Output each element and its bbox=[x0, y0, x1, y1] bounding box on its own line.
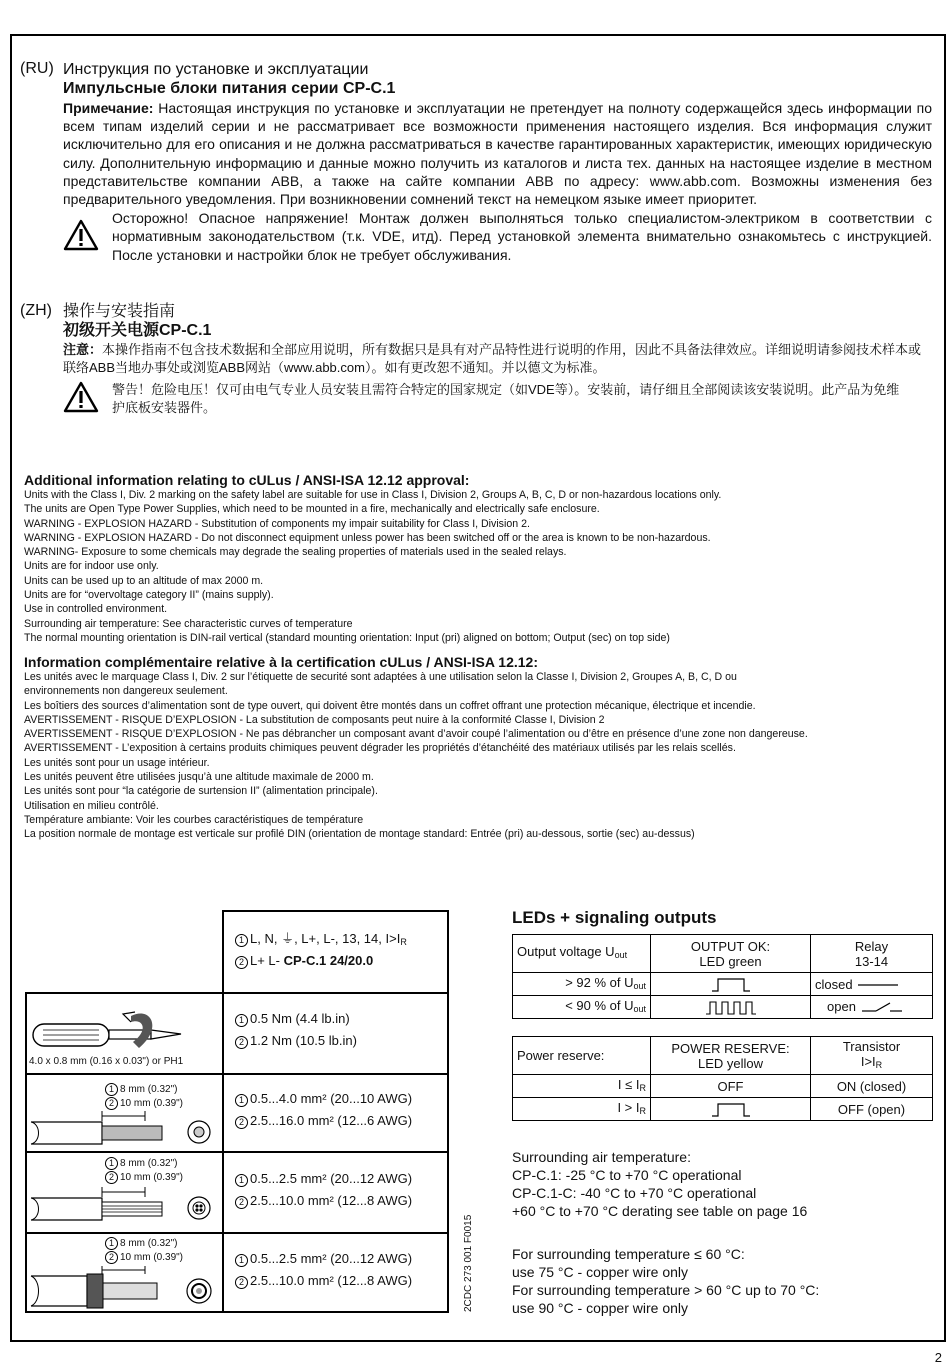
wire-row-1-a: 1 0.5...4.0 mm² (20...10 AWG) bbox=[235, 1088, 412, 1110]
led-t2-r1: $I \le I_R$ bbox=[513, 1075, 651, 1098]
info-en-line: Units are for indoor use only. bbox=[24, 560, 159, 573]
led-t1-c1: Output voltage $U_{out}$ bbox=[513, 935, 651, 973]
temp-line: Surrounding air temperature: bbox=[512, 1149, 691, 1165]
warning-icon bbox=[63, 219, 99, 251]
zh-title: 操作与安装指南 bbox=[63, 303, 176, 320]
wiring-table bbox=[25, 910, 449, 1313]
strip-length-2: 2 10 mm (0.39") bbox=[105, 1170, 183, 1186]
lang-code-zh: (ZH) bbox=[20, 302, 52, 319]
lang-code-ru: (RU) bbox=[20, 60, 54, 77]
page-number: 2 bbox=[934, 1350, 942, 1365]
led-table-reserve bbox=[512, 1036, 933, 1121]
ru-title: Инструкция по установке и эксплуатации bbox=[63, 61, 369, 78]
info-fr-heading: Information complémentaire relative à la certification cULus / ANSI-ISA 12.12: bbox=[24, 654, 539, 670]
wire-row-3-b: 2 2.5...10.0 mm² (12...8 AWG) bbox=[235, 1270, 412, 1292]
temp-line: CP-C.1-C: -40 °C to +70 °C operational bbox=[512, 1185, 757, 1201]
info-fr-line: Les unités sont pour “la catégorie de surtension II” (alimentation principale). bbox=[24, 785, 378, 798]
wiring-header-2: 2 L+ L- CP-C.1 24/20.0 bbox=[235, 950, 373, 972]
led-t1-c3: Relay 13-14 bbox=[811, 935, 933, 973]
info-en-line: WARNING - EXPLOSION HAZARD - Do not disconnect equipment unless power has been switched off or the area is known to be non-hazardous. bbox=[24, 531, 711, 544]
led-t1-r1-state: closed bbox=[811, 973, 933, 996]
strip-length-1: 1 8 mm (0.32") bbox=[105, 1236, 177, 1252]
led-t1-r2-signal bbox=[651, 996, 811, 1019]
wire-temp-line: use 90 °C - copper wire only bbox=[512, 1300, 689, 1316]
zh-note bbox=[63, 341, 922, 377]
info-en-line: Surrounding air temperature: See characteristic curves of temperature bbox=[24, 617, 353, 630]
zh-note-text: 本操作指南不包含技术数据和全部应用说明，所有数据只是具有对产品特性进行说明的作用，因此不具备法律效应。详细说明请参阅技术样本或联络ABB当地办事处或浏览ABB网站（www.abb.com）。如有更改恕不通知。并以德文为标准。 bbox=[63, 342, 922, 375]
led-t2-r2: $I > I_R$ bbox=[513, 1098, 651, 1121]
zh-note-label: 注意： bbox=[63, 342, 103, 357]
led-t2-c1: Power reserve: bbox=[513, 1037, 651, 1075]
led-t2-r1-led: OFF bbox=[651, 1075, 811, 1098]
temp-line: +60 °C to +70 °C derating see table on page 16 bbox=[512, 1203, 808, 1219]
info-en-line: Units are for “overvoltage category II” (mains supply). bbox=[24, 589, 274, 602]
info-en bbox=[24, 472, 939, 645]
ru-note-label: Примечание: bbox=[63, 100, 154, 116]
zh-subtitle: 初级开关电源CP-C.1 bbox=[63, 322, 212, 339]
ferrule-icon bbox=[27, 1266, 221, 1310]
info-fr-line: Les unités peuvent être utilisées jusqu’à une altitude maximale de 2000 m. bbox=[24, 771, 374, 784]
wire-temp-line: use 75 °C - copper wire only bbox=[512, 1264, 689, 1280]
led-t1-c2: OUTPUT OK: LED green bbox=[651, 935, 811, 973]
temperature-info bbox=[512, 1148, 807, 1220]
led-t2-r2-state: OFF (open) bbox=[811, 1098, 933, 1121]
led-blink-signal-icon bbox=[705, 1001, 757, 1015]
wire-icon bbox=[27, 1186, 221, 1226]
led-t1-r1: > 92 % of $U_{out}$ bbox=[513, 973, 651, 996]
doc-code: 2CDC 273 001 F0015 bbox=[463, 1214, 474, 1312]
strip-length-2: 2 10 mm (0.39") bbox=[105, 1096, 183, 1112]
info-en-line: WARNING - EXPLOSION HAZARD - Substitution of components my impair suitability for Class I, Division 2. bbox=[24, 517, 530, 530]
wire-icon bbox=[27, 1110, 221, 1150]
screwdriver-icon bbox=[31, 1008, 201, 1056]
closed-contact-icon bbox=[856, 980, 900, 990]
led-t1-r1-signal bbox=[651, 973, 811, 996]
info-fr bbox=[24, 654, 939, 842]
temp-line: CP-C.1: -25 °C to +70 °C operational bbox=[512, 1167, 742, 1183]
info-fr-line: AVERTISSEMENT - L’exposition à certains produits chimiques peuvent dégrader les propriétés d’étanchéité des matériaux utilisés par les relais scellés. bbox=[24, 742, 736, 755]
info-en-heading: Additional information relating to cULus / ANSI-ISA 12.12 approval: bbox=[24, 472, 470, 488]
info-en-line: The normal mounting orientation is DIN-rail vertical (standard mounting orientation: Input (pri) aligned on bottom; Output (sec) on top side) bbox=[24, 631, 670, 644]
info-fr-line: AVERTISSEMENT - RISQUE D’EXPLOSION - La substitution de composants peut nuire à la conformité Classe I, Division 2 bbox=[24, 713, 605, 726]
info-en-line: Units can be used up to an altitude of max 2000 m. bbox=[24, 574, 264, 587]
wire-row-2-a: 1 0.5...2.5 mm² (20...12 AWG) bbox=[235, 1168, 412, 1190]
info-fr-line: Température ambiante: Voir les courbes caractéristiques de température bbox=[24, 813, 364, 826]
led-t2-c3: Transistor $I>I_R$ bbox=[811, 1037, 933, 1075]
led-table-output bbox=[512, 934, 933, 1019]
ru-warning bbox=[63, 209, 932, 264]
wire-row-1-b: 2 2.5...16.0 mm² (12...6 AWG) bbox=[235, 1110, 412, 1132]
info-fr-line: environnements non dangereux seulement. bbox=[24, 685, 228, 698]
wire-row-3-a: 1 0.5...2.5 mm² (20...12 AWG) bbox=[235, 1248, 412, 1270]
info-en-line: WARNING- Exposure to some chemicals may degrade the sealing properties of materials used in the sealed relays. bbox=[24, 546, 567, 559]
info-fr-line: Utilisation en milieu contrôlé. bbox=[24, 799, 159, 812]
zh-warning-text: 警告！危险电压！仅可由电气专业人员安装且需符合特定的国家规定（如VDE等）。安装前，请仔细且全部阅读该安装说明。此产品为免维护底板安装器件。 bbox=[112, 382, 900, 415]
strip-length-2: 2 10 mm (0.39") bbox=[105, 1250, 183, 1266]
ru-subtitle: Импульсные блоки питания серии CP-C.1 bbox=[63, 80, 396, 97]
led-t1-r2-state: open bbox=[811, 996, 933, 1019]
ru-section bbox=[20, 60, 932, 264]
zh-section bbox=[20, 302, 932, 417]
wire-temperature-info bbox=[512, 1245, 819, 1317]
screwdriver-label: 4.0 x 0.8 mm (0.16 x 0.03") or PH1 bbox=[29, 1056, 184, 1067]
open-contact-icon bbox=[860, 1001, 904, 1015]
info-fr-line: AVERTISSEMENT - RISQUE D’EXPLOSION - Ne pas débrancher un composant avant d’avoir coupé l’alimentation ou d’être en présence d’une zone non dangereuse. bbox=[24, 728, 808, 741]
info-en-line: The units are Open Type Power Supplies, which need to be mounted in a fire, mechanically and electrically safe enclosure. bbox=[24, 503, 600, 516]
wire-row-2-b: 2 2.5...10.0 mm² (12...8 AWG) bbox=[235, 1190, 412, 1212]
strip-length-1: 1 8 mm (0.32") bbox=[105, 1082, 177, 1098]
warning-icon bbox=[63, 381, 99, 413]
info-fr-line: Les boîtiers des sources d’alimentation sont de type ouvert, qui doivent être montés dans un coffret offrant une protection mécanique, électrique et incendie. bbox=[24, 699, 756, 712]
led-on-signal-icon bbox=[711, 1103, 751, 1117]
ru-note bbox=[63, 99, 932, 208]
led-t2-r2-signal bbox=[651, 1098, 811, 1121]
strip-length-1: 1 8 mm (0.32") bbox=[105, 1156, 177, 1172]
ru-note-text: Настоящая инструкция по установке и эксплуатации не претендует на полноту содержащейся здесь информации по всем типам изделий серии и не рассматривает все возможности применения настоящего изделия. Вся информация служит исключительно для его описания и не должна рассматриваться в качестве гарантированных характеристик, имеющих юридическую силу. Дополнительную информацию и данные можно получить из каталогов и листа тех. данных на настоящее изделие в местном представительстве компании ABB, а также на сайте компании ABB по адресу: www.abb.com. Возможны изменения без предварительного уведомления. При возникновении сомнений текст на немецком языке имеет приоритет. bbox=[63, 100, 932, 208]
wire-temp-line: For surrounding temperature ≤ 60 °C: bbox=[512, 1246, 745, 1262]
led-t2-r1-state: ON (closed) bbox=[811, 1075, 933, 1098]
zh-warning bbox=[63, 381, 932, 417]
led-on-signal-icon bbox=[711, 978, 751, 992]
led-t2-c2: POWER RESERVE: LED yellow bbox=[651, 1037, 811, 1075]
info-en-line: Use in controlled environment. bbox=[24, 603, 168, 616]
leds-title: LEDs + signaling outputs bbox=[512, 908, 717, 927]
info-fr-line: Les unités sont pour un usage intérieur. bbox=[24, 756, 210, 769]
ru-warning-text: Осторожно! Опасное напряжение! Монтаж должен выполняться только специалистом-электриком в соответствии с нормативным законодательством (т.к. VDE, итд). Перед установкой элемента внимательно ознакомьтесь с инструкцией. После установки и настройки блок не требует обслуживания. bbox=[112, 210, 932, 263]
info-fr-line: Les unités avec le marquage Class I, Div. 2 sur l’étiquette de securité sont adaptées à une utilisation selon la Classe I, Division 2, Groupes A, B, C, D ou bbox=[24, 671, 737, 683]
info-en-line: Units with the Class I, Div. 2 marking on the safety label are suitable for use in Class I, Division 2, Groups A, B, C, D or non-hazardous locations only. bbox=[24, 489, 722, 501]
led-t1-r2: < 90 % of $U_{out}$ bbox=[513, 996, 651, 1019]
torque-1: 1 0.5 Nm (4.4 lb.in) bbox=[235, 1008, 350, 1030]
torque-2: 2 1.2 Nm (10.5 lb.in) bbox=[235, 1030, 357, 1052]
info-fr-line: La position normale de montage est verticale sur profilé DIN (orientation de montage standard: Entrée (pri) au-dessous, sortie (sec) au-dessus) bbox=[24, 828, 695, 841]
wiring-header-1: 1 L, N, ⏚, L+, L-, 13, 14, $I>I_R$ bbox=[235, 928, 407, 953]
wire-temp-line: For surrounding temperature > 60 °C up to 70 °C: bbox=[512, 1282, 820, 1298]
